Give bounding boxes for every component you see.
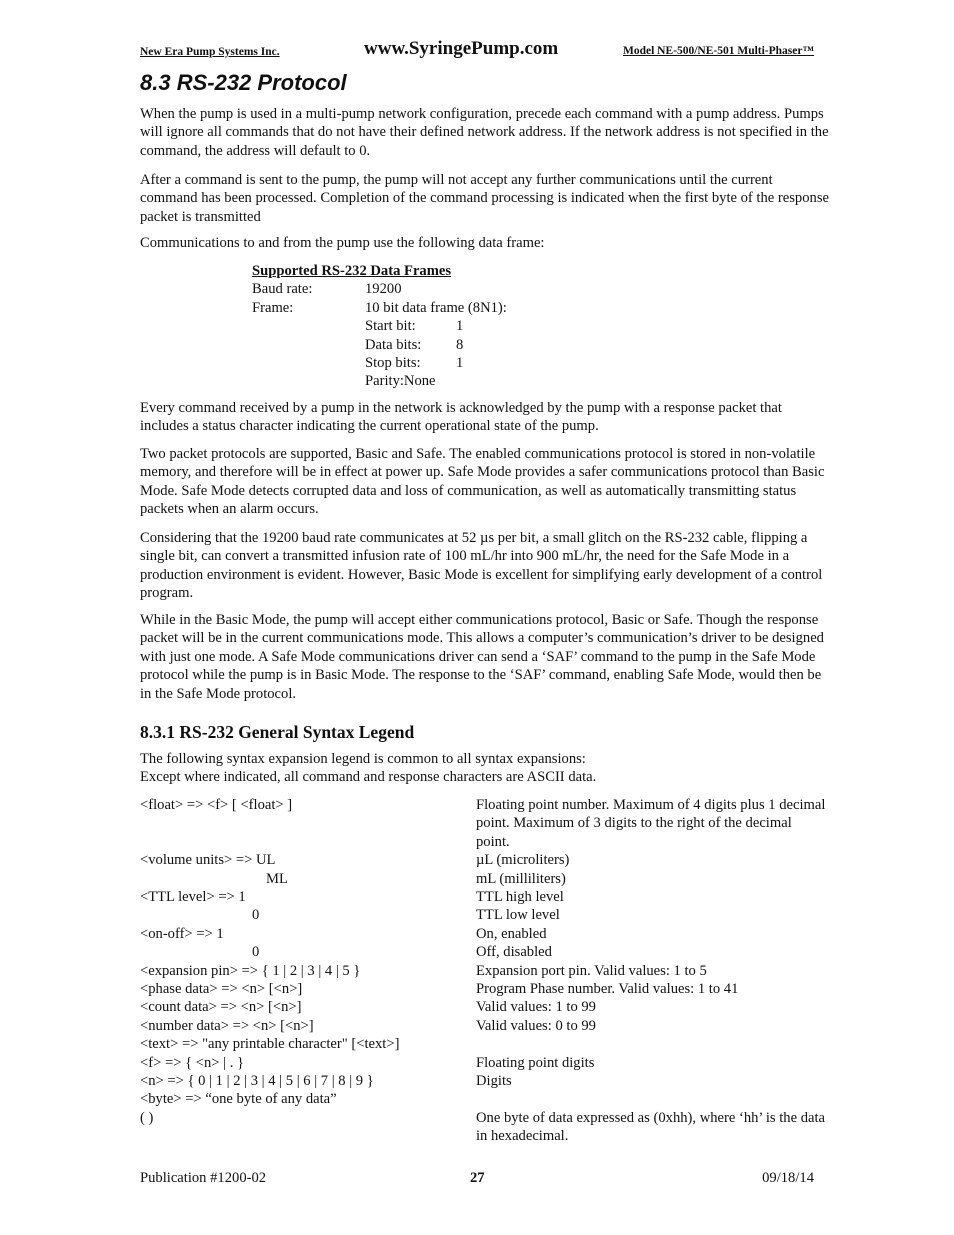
header-model: Model NE-500/NE-501 Multi-Phaser™ [622,45,814,57]
legend-key: <text> => "any printable character" [<text>] [140,1036,400,1053]
paragraph-data-frame-intro: Communications to and from the pump use the following data frame: [140,235,545,251]
baud-rate-label: Baud rate: [252,281,313,298]
section-title: 8.3 RS-232 Protocol [140,70,347,95]
legend-row [140,1054,832,1072]
data-bits-label: Data bits: [365,336,422,353]
legend-row [140,851,832,869]
legend-key: <number data> => <n> [<n>] [140,1017,314,1034]
legend-desc: Expansion port pin. Valid values: 1 to 5 [476,962,707,979]
paragraph-network-address: When the pump is used in a multi-pump network configuration, precede each command with a pump address. Pumps will ignore all commands that do not have their defined network address. If the network address is not specified in the command, the address will default to 0. [140,106,829,159]
baud-rate-value: 19200 [365,281,402,298]
legend-key: <n> => { 0 | 1 | 2 | 3 | 4 | 5 | 6 | 7 | 8 | 9 } [140,1073,374,1090]
footer-publication: Publication #1200-02 [140,1170,267,1186]
legend-row [140,1017,832,1035]
legend-key: ( ) [140,1109,154,1126]
start-bit-label: Start bit: [365,318,416,335]
start-bit-value: 1 [456,318,464,335]
data-bits-value: 8 [456,336,464,353]
stop-bits-value: 1 [456,354,464,371]
page-header [140,38,814,64]
legend-desc: TTL low level [476,907,560,924]
paragraph-command-processing: After a command is sent to the pump, the pump will not accept any further communications until the current command has been processed. Completion of the command processing is indicated when the first byte of the response packet is transmitted [140,172,829,225]
legend-row [140,1035,832,1053]
legend-key: <TTL level> => 1 [140,889,246,906]
legend-key: <float> => <f> [ <float> ] [140,797,293,813]
legend-key: 0 [252,944,260,961]
legend-desc [476,1035,826,1053]
legend-row [140,1072,832,1090]
parity-value: Parity:None [365,373,436,390]
legend-desc: One byte of data expressed as (0xhh), where ‘hh’ is the data in hexadecimal. [476,1109,826,1145]
legend-row [140,943,832,961]
legend-row [140,906,832,924]
header-website: www.SyringePump.com [364,38,559,59]
data-frames-title: Supported RS-232 Data Frames [252,263,452,279]
legend-row [140,998,832,1016]
legend-key: <volume units> => UL [140,852,276,869]
paragraph-acknowledgement: Every command received by a pump in the network is acknowledged by the pump with a response packet that includes a status character indicating the current operational state of the pump. [140,400,782,435]
legend-row [140,1090,832,1108]
legend-desc: mL (milliliters) [476,870,566,887]
page-footer [140,1170,814,1190]
legend-row [140,888,832,906]
legend-row [140,1109,832,1146]
legend-desc: µL (microliters) [476,852,570,869]
paragraph-packet-protocols: Two packet protocols are supported, Basic and Safe. The enabled communications protocol is stored in non-volatile memory, and therefore will be in effect at power up. Safe Mode provides a safer communications protocol than Basic Mode. Safe Mode detects corrupted data and loss of communication, as well as automatically transmitting status packets when an alarm occurs. [140,446,825,518]
legend-desc: Digits [476,1073,512,1090]
legend-desc [476,1090,826,1108]
legend-intro-2: Except where indicated, all command and response characters are ASCII data. [140,769,597,785]
subsection-title: 8.3.1 RS-232 General Syntax Legend [140,722,415,742]
paragraph-baud-glitch: Considering that the 19200 baud rate communicates at 52 µs per bit, a small glitch on the RS-232 cable, flipping a single bit, can convert a transmitted infusion rate of 100 mL/hr into 900 mL/hr, the need for the Safe Mode in a production environment is evident. However, Basic Mode is excellent for simplifying early development of a control program. [140,530,823,602]
legend-row [140,925,832,943]
legend-desc: On, enabled [476,925,547,942]
legend-desc: Program Phase number. Valid values: 1 to 41 [476,981,739,998]
legend-desc: TTL high level [476,889,564,906]
legend-desc: Off, disabled [476,944,552,961]
frame-value: 10 bit data frame (8N1): [365,299,507,316]
legend-key: <count data> => <n> [<n>] [140,999,302,1016]
syntax-legend [140,796,832,1146]
legend-row [140,796,832,851]
legend-key: ML [266,870,288,887]
frame-label: Frame: [252,299,294,316]
legend-desc: Valid values: 0 to 99 [476,1017,596,1034]
header-company: New Era Pump Systems Inc. [140,46,280,58]
legend-desc: Floating point digits [476,1054,595,1071]
stop-bits-label: Stop bits: [365,354,421,371]
legend-row [140,962,832,980]
legend-row [140,980,832,998]
legend-key: <byte> => “one byte of any data” [140,1091,337,1108]
legend-key: 0 [252,907,260,924]
legend-row [140,870,832,888]
legend-key: <f> => { <n> | . } [140,1054,245,1071]
legend-key: <expansion pin> => { 1 | 2 | 3 | 4 | 5 } [140,962,361,979]
paragraph-basic-mode: While in the Basic Mode, the pump will accept either communications protocol, Basic or Safe. Though the response packet will be in the current communications mode. This allows a computer’s communication’s driver to be designed with just one mode. A Safe Mode communications driver can send a ‘SAF’ command to the pump in the Safe Mode protocol while the pump is in Basic Mode. The response to the ‘SAF’ command, enabling Safe Mode, would then be in the Safe Mode protocol. [140,612,824,702]
legend-desc: Valid values: 1 to 99 [476,999,596,1016]
legend-intro-1: The following syntax expansion legend is common to all syntax expansions: [140,751,586,767]
page-number: 27 [470,1170,485,1186]
legend-key: <phase data> => <n> [<n>] [140,981,303,998]
legend-key: <on-off> => 1 [140,925,224,942]
footer-date: 09/18/14 [762,1170,814,1186]
legend-desc: Floating point number. Maximum of 4 digits plus 1 decimal point. Maximum of 3 digits to the right of the decimal point. [476,797,826,850]
